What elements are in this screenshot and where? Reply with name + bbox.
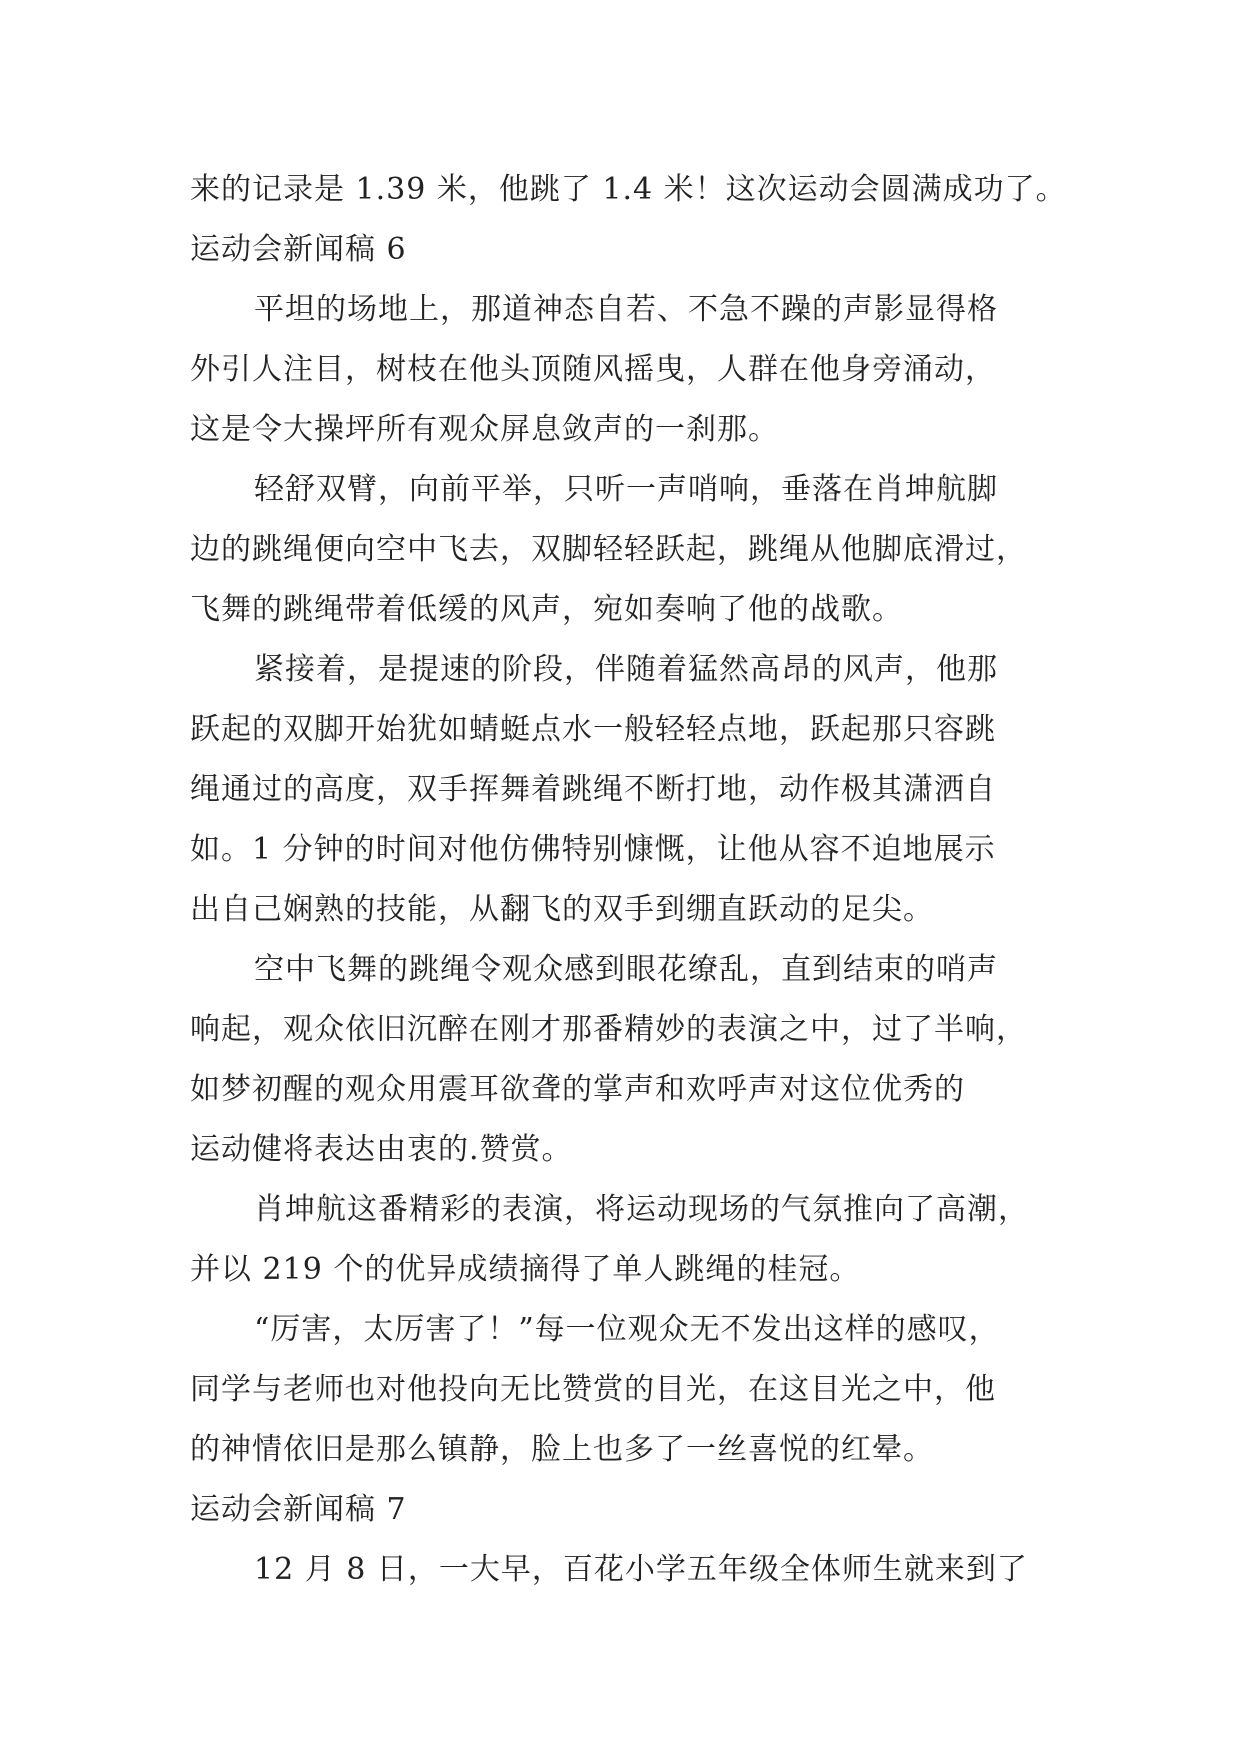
text-line: 跃起的双脚开始犹如蜻蜓点水一般轻轻点地，跃起那只容跳 [190, 712, 996, 747]
paragraph-first-line: 轻舒双臂，向前平举，只听一声哨响，垂落在肖坤航脚 [254, 472, 998, 507]
text-line: 边的跳绳便向空中飞去，双脚轻轻跃起，跳绳从他脚底滑过， [190, 532, 1027, 567]
text-line: 来的记录是 1.39 米，他跳了 1.4 米！这次运动会圆满成功了。 [190, 172, 1067, 207]
text-line: 并以 219 个的优异成绩摘得了单人跳绳的桂冠。 [190, 1252, 861, 1287]
text-line: 如梦初醒的观众用震耳欲聋的掌声和欢呼声对这位优秀的 [190, 1072, 965, 1107]
text-line: 绳通过的高度，双手挥舞着跳绳不断打地，动作极其潇洒自 [190, 772, 996, 807]
paragraph-first-line: “厉害，太厉害了！”每一位观众无不发出这样的感叹， [254, 1312, 1000, 1347]
text-line: 响起，观众依旧沉醉在刚才那番精妙的表演之中，过了半响， [190, 1012, 1027, 1047]
text-line: 如。1 分钟的时间对他仿佛特别慷慨，让他从容不迫地展示 [190, 832, 996, 867]
text-line: 外引人注目，树枝在他头顶随风摇曳，人群在他身旁涌动， [190, 352, 996, 387]
paragraph-first-line: 空中飞舞的跳绳令观众感到眼花缭乱，直到结束的哨声 [254, 952, 998, 987]
paragraph-first-line: 紧接着，是提速的阶段，伴随着猛然高昂的风声，他那 [254, 652, 998, 687]
text-line: 同学与老师也对他投向无比赞赏的目光，在这目光之中，他 [190, 1372, 996, 1407]
text-line: 飞舞的跳绳带着低缓的风声，宛如奏响了他的战歌。 [190, 592, 903, 627]
paragraph-first-line: 肖坤航这番精彩的表演，将运动现场的气氛推向了高潮， [254, 1192, 1029, 1227]
document-body [190, 160, 1070, 1600]
text-line: 的神情依旧是那么镇静，脸上也多了一丝喜悦的红晕。 [190, 1432, 934, 1467]
text-line: 出自己娴熟的技能，从翻飞的双手到绷直跃动的足尖。 [190, 892, 934, 927]
paragraph-first-line: 平坦的场地上，那道神态自若、不急不躁的声影显得格 [254, 292, 998, 327]
paragraph-first-line: 12 月 8 日，一大早，百花小学五年级全体师生就来到了 [254, 1552, 1028, 1587]
text-line: 这是令大操坪所有观众屏息敛声的一刹那。 [190, 412, 779, 447]
section-heading: 运动会新闻稿 7 [190, 1492, 407, 1527]
text-line: 运动健将表达由衷的.赞赏。 [190, 1132, 573, 1167]
section-heading: 运动会新闻稿 6 [190, 232, 407, 267]
